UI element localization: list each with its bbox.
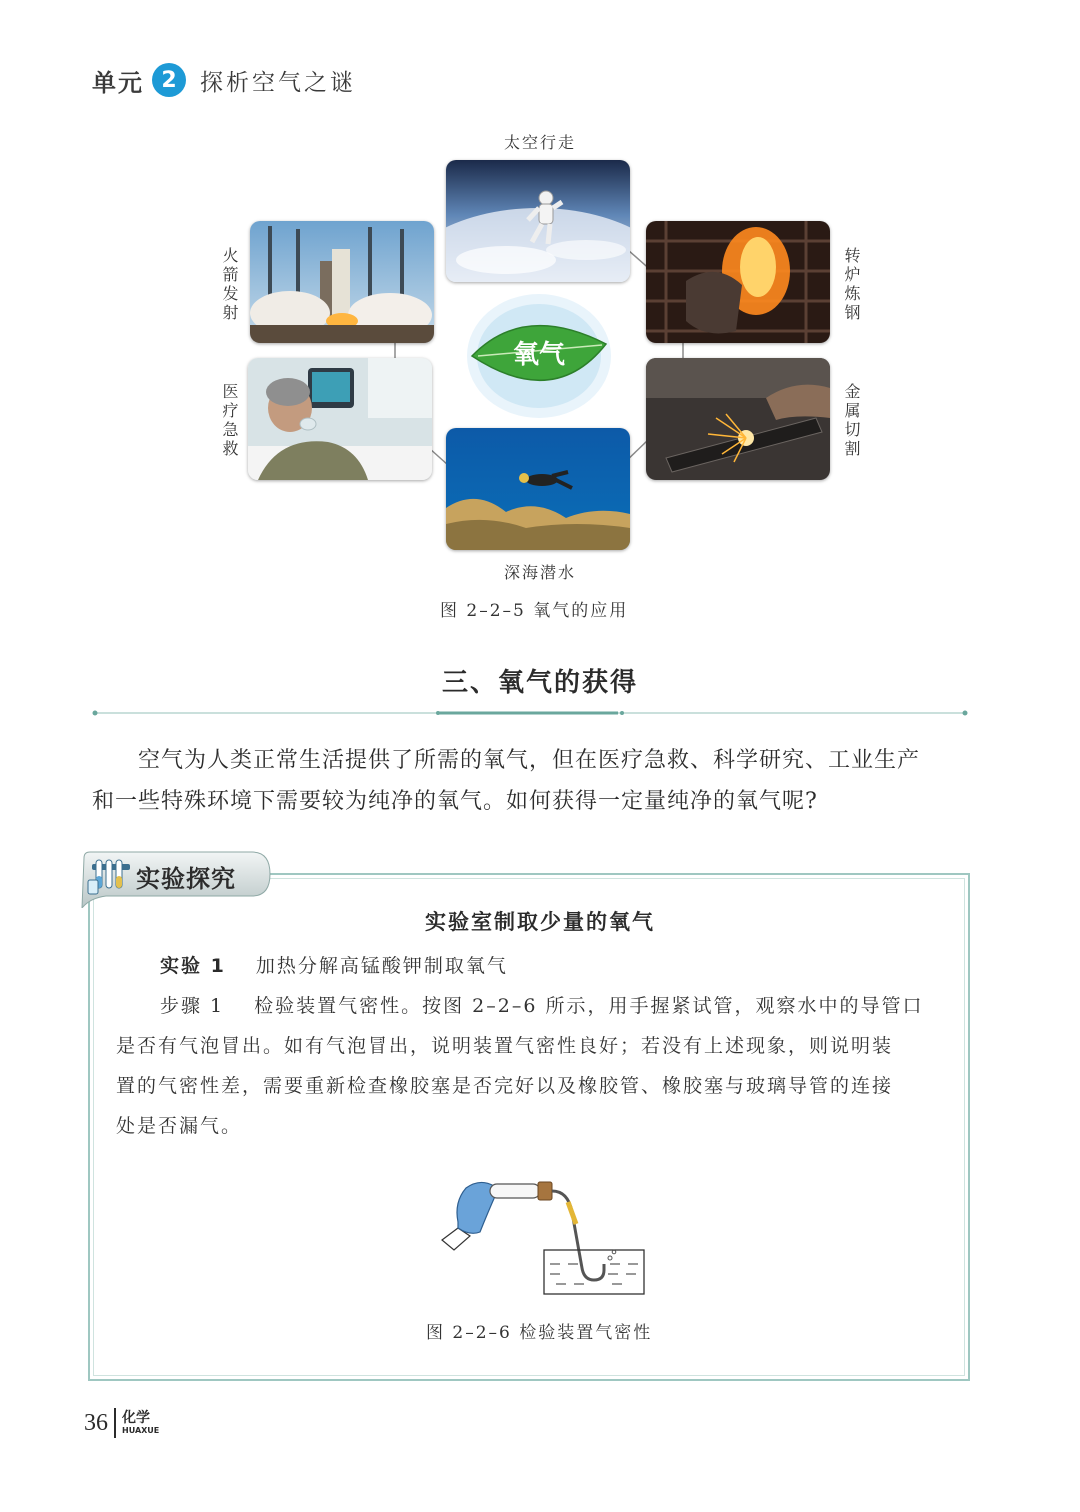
section-title: 三、氧气的获得 bbox=[441, 668, 638, 698]
subject-name: 化学 bbox=[122, 1410, 150, 1426]
step-1-line-3: 置的气密性差，需要重新检查橡胶塞是否完好以及橡胶管、橡胶塞与玻璃导管的连接 bbox=[116, 1075, 894, 1097]
air-bubble bbox=[612, 1250, 616, 1254]
paragraph-line-2: 和一些特殊环境下需要较为纯净的氧气。如何获得一定量纯净的氧气呢? bbox=[92, 789, 818, 814]
step-1-line-2: 是否有气泡冒出。如有气泡冒出，说明装置气密性良好；若没有上述现象，则说明装 bbox=[116, 1035, 894, 1057]
paragraph-line-1: 空气为人类正常生活提供了所需的氧气，但在医疗急救、科学研究、工业生产 bbox=[138, 748, 921, 773]
unit-number-badge: 2 bbox=[152, 63, 186, 97]
rubber-tube bbox=[568, 1202, 576, 1224]
caption-steel-converter: 转炉炼钢 bbox=[842, 247, 861, 323]
figure-caption-2-2-5: 图 2–2–5 氧气的应用 bbox=[440, 601, 629, 621]
footer-separator bbox=[114, 1408, 116, 1438]
photo-steel-converter bbox=[646, 221, 830, 343]
oxygen-leaf-emblem bbox=[464, 292, 614, 420]
step-1-label: 步骤 1 bbox=[160, 995, 225, 1017]
photo-metal-cutting bbox=[646, 358, 830, 480]
experiment-1-label: 实验 1 bbox=[160, 955, 226, 977]
glass-delivery-tube bbox=[552, 1191, 604, 1280]
step-1-line-4: 处是否漏气。 bbox=[116, 1115, 243, 1137]
page-number: 36 bbox=[84, 1409, 108, 1436]
caption-medical-emergency: 医疗急救 bbox=[220, 383, 239, 459]
photo-spacewalk bbox=[446, 160, 630, 282]
subject-pinyin: HUAXUE bbox=[122, 1426, 160, 1435]
rubber-stopper bbox=[538, 1182, 552, 1200]
caption-rocket-launch: 火箭发射 bbox=[220, 247, 239, 323]
caption-scuba-diving: 深海潜水 bbox=[504, 563, 577, 582]
page-footer bbox=[84, 1408, 159, 1438]
caption-metal-cutting: 金属切割 bbox=[842, 383, 861, 459]
figure-caption-2-2-6: 图 2–2–6 检验装置气密性 bbox=[426, 1323, 653, 1343]
photo-rocket-launch bbox=[250, 221, 434, 343]
oxygen-label: 氧气 bbox=[512, 340, 565, 370]
experiment-tab-label: 实验探究 bbox=[136, 865, 236, 893]
photo-medical-emergency bbox=[248, 358, 432, 480]
air-bubble bbox=[608, 1256, 612, 1260]
experiment-1-line bbox=[160, 946, 508, 986]
unit-header bbox=[92, 60, 356, 100]
step-1-line bbox=[160, 986, 924, 1026]
step-1-text: 检验装置气密性。按图 2–2–6 所示，用手握紧试管，观察水中的导管口 bbox=[254, 995, 924, 1017]
water-trough bbox=[544, 1250, 644, 1294]
experiment-1-text: 加热分解高锰酸钾制取氧气 bbox=[255, 955, 508, 977]
photo-scuba-diving bbox=[446, 428, 630, 550]
unit-label: 单元 bbox=[92, 68, 144, 97]
subject-brand bbox=[122, 1411, 159, 1435]
test-tube bbox=[490, 1184, 540, 1198]
experiment-title: 实验室制取少量的氧气 bbox=[425, 909, 655, 934]
unit-title: 探析空气之谜 bbox=[200, 69, 356, 96]
oxygen-applications-figure bbox=[210, 120, 870, 630]
caption-spacewalk: 太空行走 bbox=[504, 133, 577, 152]
section-divider bbox=[92, 710, 968, 716]
airtightness-test-diagram bbox=[436, 1172, 656, 1300]
